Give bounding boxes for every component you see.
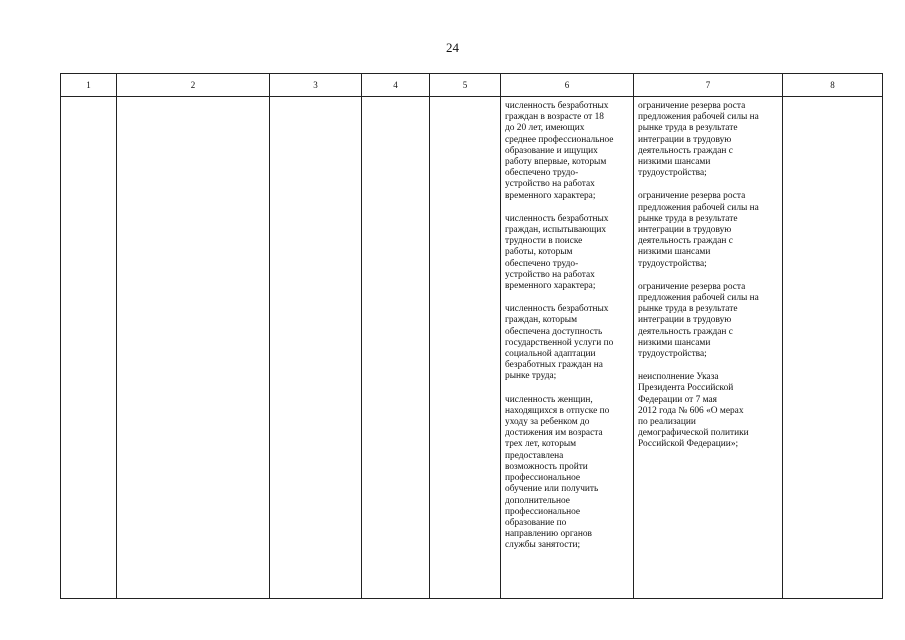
indicator-entry: численность безработных граждан, испытывающих трудности в поиске работы, которым обеспечено трудо- устройство на работах временного характера; — [505, 213, 609, 292]
table-header-row — [61, 74, 883, 97]
indicator-entry: численность женщин, находящихся в отпуске по уходу за ребенком до достижения им возраста трех лет, которым предоставлена возможность пройти профессиональное обучение или получить дополнительное профессиональное образование по направлению органов службы занятости; — [505, 394, 610, 551]
column-header-2: 2 — [117, 74, 270, 97]
cell-column-3 — [270, 97, 362, 599]
page-number: 24 — [446, 40, 459, 55]
cell-column-4 — [362, 97, 430, 599]
column-header-8: 8 — [783, 74, 883, 97]
column-header-4: 4 — [362, 74, 430, 97]
indicator-entry: численность безработных граждан, которым обеспечена доступность государственной услуги по социальной адаптации безработных граждан на рынке труда; — [505, 304, 614, 382]
consequence-entry: ограничение резерва роста предложения рабочей силы на рынке труда в результате интеграции в трудовую деятельность граждан с низкими шансами трудоустройства; — [638, 281, 759, 360]
consequence-entry: ограничение резерва роста предложения рабочей силы на рынке труда в результате интеграции в трудовую деятельность граждан с низкими шансами трудоустройства; — [638, 101, 759, 179]
indicator-entry: численность безработных граждан в возрасте от 18 до 20 лет, имеющих среднее профессиональное образование и ищущих работу впервые, которым обеспечено трудо- устройство на работах временного характера; — [505, 101, 614, 201]
consequence-entry: неисполнение Указа Президента Российской Федерации от 7 мая 2012 года № 606 «О мерах по реализации демографической политики Российской Федерации»; — [638, 372, 749, 450]
consequence-entry: ограничение резерва роста предложения рабочей силы на рынке труда в результате интеграции в трудовую деятельность граждан с низкими шансами трудоустройства; — [638, 191, 759, 269]
cell-column-5 — [430, 97, 501, 599]
cell-column-8 — [783, 97, 883, 599]
column-header-6: 6 — [501, 74, 634, 97]
cell-column-2 — [117, 97, 270, 599]
column-header-1: 1 — [61, 74, 117, 97]
cell-column-6 — [501, 97, 634, 599]
column-header-3: 3 — [270, 74, 362, 97]
column-header-7: 7 — [634, 74, 783, 97]
cell-column-1 — [61, 97, 117, 599]
column-header-5: 5 — [430, 74, 501, 97]
table-row — [61, 97, 883, 599]
cell-column-7 — [634, 97, 783, 599]
document-table — [60, 73, 883, 599]
